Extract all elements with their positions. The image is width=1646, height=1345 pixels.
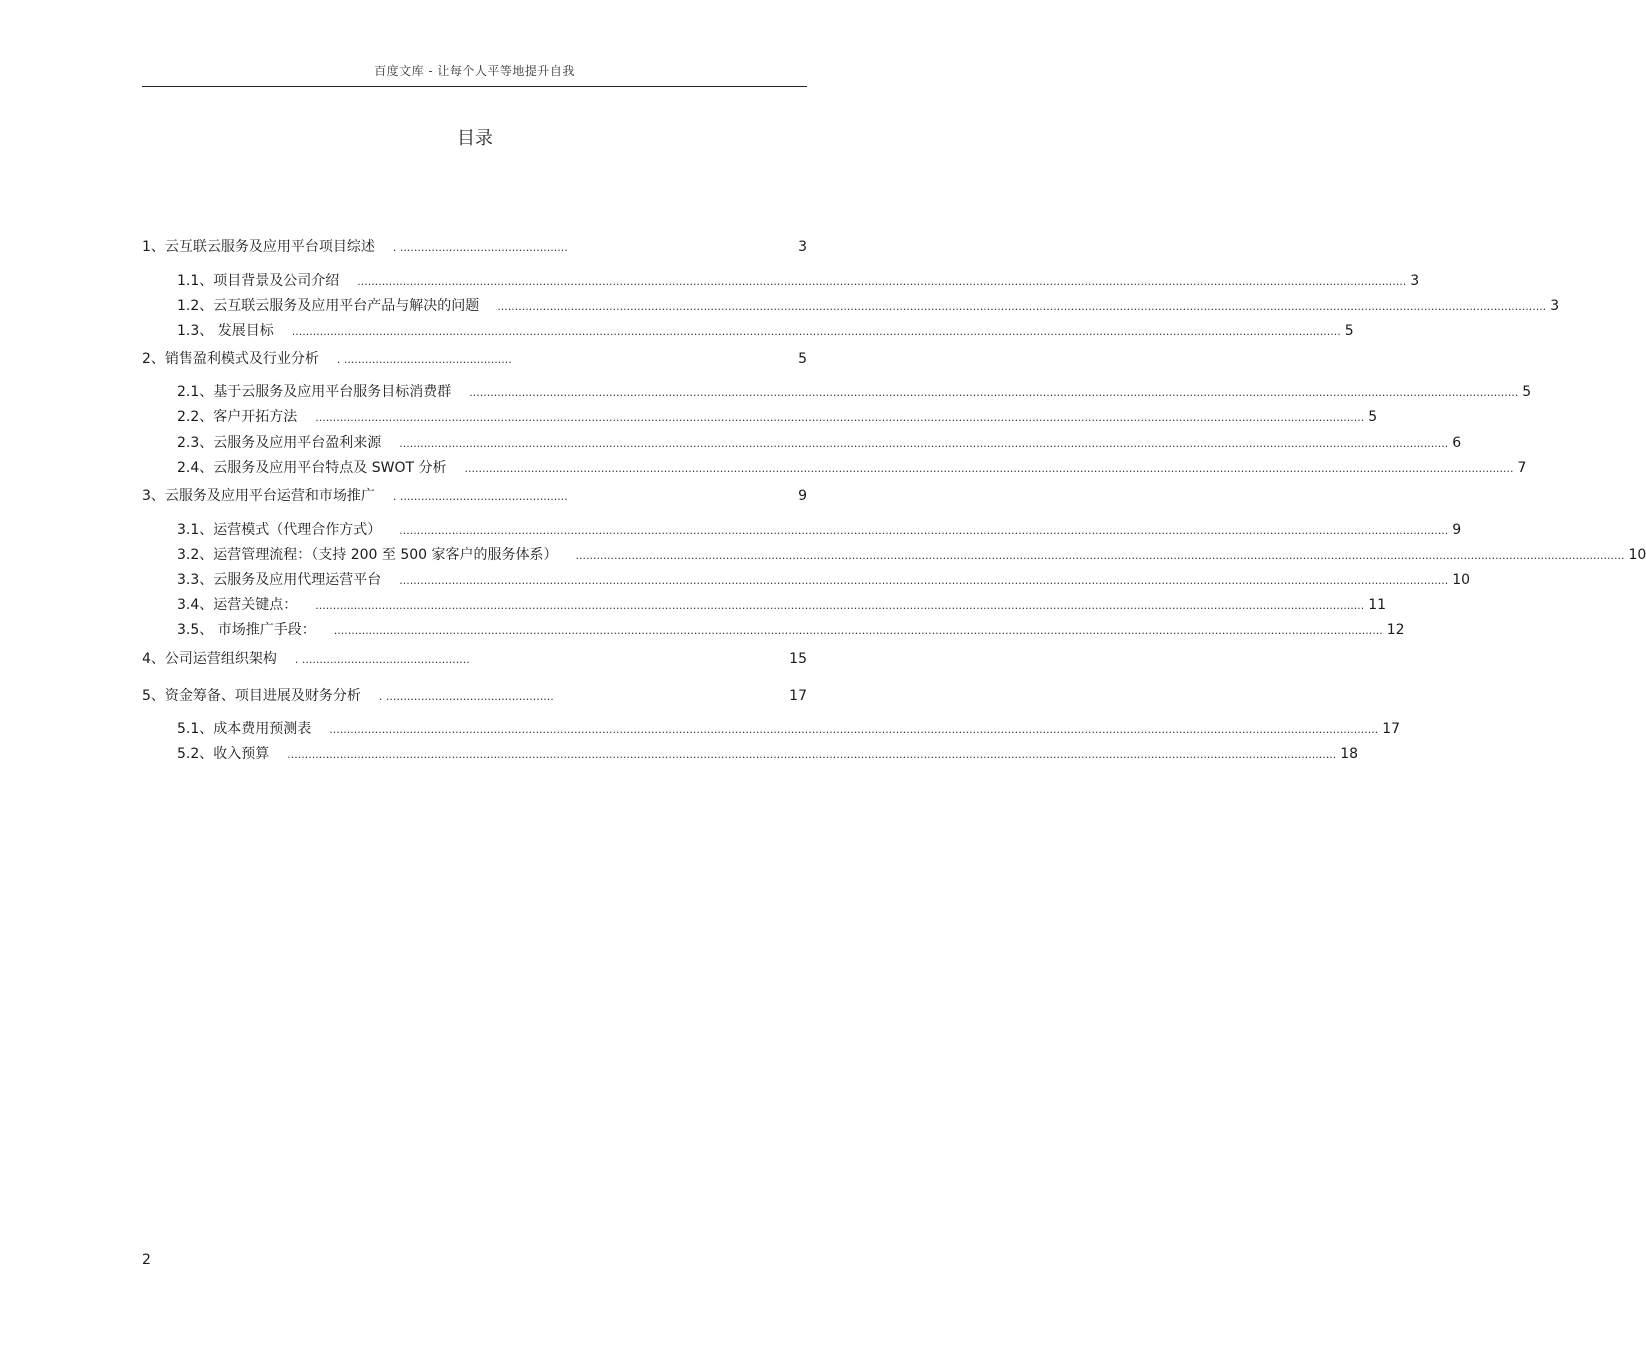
toc-entry-page: 6 xyxy=(1452,435,1462,451)
toc-dot-leader: ............................................................................................................................................................................................................................................................................................................ xyxy=(399,574,1449,587)
toc-entry-title: 3.1、运营模式（代理合作方式） xyxy=(177,522,382,538)
toc-entry[interactable] xyxy=(177,271,1420,291)
toc-dot-leader: ............................................................................................................................................................................................................................................................................................................ xyxy=(315,411,1365,424)
toc-entry[interactable] xyxy=(177,719,1401,739)
toc-entry[interactable] xyxy=(177,296,1560,316)
toc-entry-page: 10 xyxy=(1452,572,1471,588)
toc-entry-page: 11 xyxy=(1368,597,1387,613)
toc-entry-title: 5.2、收入预算 xyxy=(177,746,270,762)
toc-dot-leader: ............................................................................................................................................................................................................................................................................................................ xyxy=(399,437,1449,450)
toc-entry-page: 17 xyxy=(1382,721,1401,737)
toc-entry-title: 3.4、运营关键点： xyxy=(177,597,298,613)
toc-entry[interactable] xyxy=(177,595,1387,615)
toc-dot-leader: ............................................................................................................................................................................................................................................................................................................ xyxy=(464,462,1514,475)
toc-entry[interactable] xyxy=(177,744,1359,764)
toc-entry[interactable] xyxy=(177,382,1532,402)
toc-entry-title: 2.3、云服务及应用平台盈利来源 xyxy=(177,435,382,451)
toc-dot-leader: ............................................................................................................................................................................................................................................................................................................ xyxy=(329,723,1379,736)
toc-entry-title: 3.2、运营管理流程：（支持 200 至 500 家客户的服务体系） xyxy=(177,547,558,563)
toc-entry-title: 5、资金筹备、项目进展及财务分析 xyxy=(142,688,361,704)
toc-dot-leader: . ................................................ xyxy=(378,690,554,703)
toc-entry-page: 18 xyxy=(1340,746,1359,762)
toc-entry[interactable] xyxy=(177,433,1462,453)
toc-entry-title: 3、云服务及应用平台运营和市场推广 xyxy=(142,488,375,504)
toc-dot-leader: ............................................................................................................................................................................................................................................................................................................ xyxy=(575,549,1625,562)
toc-entry-page: 9 xyxy=(1452,522,1462,538)
toc-entry[interactable] xyxy=(177,321,1354,341)
toc-entry[interactable] xyxy=(177,620,1405,640)
toc-entry[interactable] xyxy=(177,458,1527,478)
toc-entry-page: 10 xyxy=(1628,547,1646,563)
toc-entry-title: 2.1、基于云服务及应用平台服务目标消费群 xyxy=(177,384,452,400)
toc-dot-leader: ............................................................................................................................................................................................................................................................................................................ xyxy=(291,325,1341,338)
page-header: 百度文库 - 让每个人平等地提升自我 xyxy=(374,64,575,78)
toc-entry[interactable] xyxy=(142,486,807,506)
page-number: 2 xyxy=(142,1252,151,1268)
toc-entry[interactable] xyxy=(177,407,1378,427)
toc-dot-leader: ............................................................................................................................................................................................................................................................................................................ xyxy=(333,624,1383,637)
toc-dot-leader: . ................................................ xyxy=(336,353,512,366)
toc-dot-leader: ............................................................................................................................................................................................................................................................................................................ xyxy=(315,599,1365,612)
toc-dot-leader: ............................................................................................................................................................................................................................................................................................................ xyxy=(357,275,1407,288)
toc-entry-page: 9 xyxy=(798,488,807,504)
toc-entry-page: 5 xyxy=(1344,323,1354,339)
toc-entry-page: 3 xyxy=(1410,273,1420,289)
toc-entry-title: 2、销售盈利模式及行业分析 xyxy=(142,351,319,367)
toc-entry-title: 2.4、云服务及应用平台特点及 SWOT 分析 xyxy=(177,460,447,476)
toc-entry-title: 2.2、客户开拓方法 xyxy=(177,409,298,425)
toc-dot-leader: ............................................................................................................................................................................................................................................................................................................ xyxy=(497,300,1547,313)
toc-entry-page: 7 xyxy=(1517,460,1527,476)
toc-entry[interactable] xyxy=(177,570,1471,590)
toc-entry[interactable] xyxy=(177,520,1462,540)
toc-entry-page: 3 xyxy=(798,239,807,255)
toc-entry-page: 17 xyxy=(789,688,807,704)
toc-entry-title: 1.2、云互联云服务及应用平台产品与解决的问题 xyxy=(177,298,480,314)
toc-entry-page: 15 xyxy=(789,651,807,667)
toc-entry-title: 5.1、成本费用预测表 xyxy=(177,721,312,737)
toc-entry-page: 5 xyxy=(798,351,807,367)
toc-entry[interactable] xyxy=(142,237,807,257)
toc-dot-leader: ............................................................................................................................................................................................................................................................................................................ xyxy=(399,524,1449,537)
toc-entry-title: 1、云互联云服务及应用平台项目综述 xyxy=(142,239,375,255)
toc-dot-leader: ............................................................................................................................................................................................................................................................................................................ xyxy=(469,386,1519,399)
toc-entry-page: 5 xyxy=(1522,384,1532,400)
toc-entry-page: 12 xyxy=(1386,622,1405,638)
toc-entry-title: 1.3、 发展目标 xyxy=(177,323,274,339)
toc-entry[interactable] xyxy=(142,686,807,706)
toc-entry-title: 3.5、 市场推广手段： xyxy=(177,622,316,638)
toc-entry[interactable] xyxy=(142,349,807,369)
toc-dot-leader: . ................................................ xyxy=(392,241,568,254)
toc-entry[interactable] xyxy=(142,649,807,669)
toc-title: 目录 xyxy=(457,128,493,149)
toc-dot-leader: . ................................................ xyxy=(294,653,470,666)
toc-entry-page: 5 xyxy=(1368,409,1378,425)
toc-entry-title: 1.1、项目背景及公司介绍 xyxy=(177,273,340,289)
toc-entry-title: 4、公司运营组织架构 xyxy=(142,651,277,667)
toc-dot-leader: ............................................................................................................................................................................................................................................................................................................ xyxy=(287,748,1337,761)
toc-dot-leader: . ................................................ xyxy=(392,490,568,503)
toc-entry-title: 3.3、云服务及应用代理运营平台 xyxy=(177,572,382,588)
toc-entry-page: 3 xyxy=(1550,298,1560,314)
header-divider xyxy=(142,86,807,87)
toc-entry[interactable] xyxy=(177,545,1646,565)
